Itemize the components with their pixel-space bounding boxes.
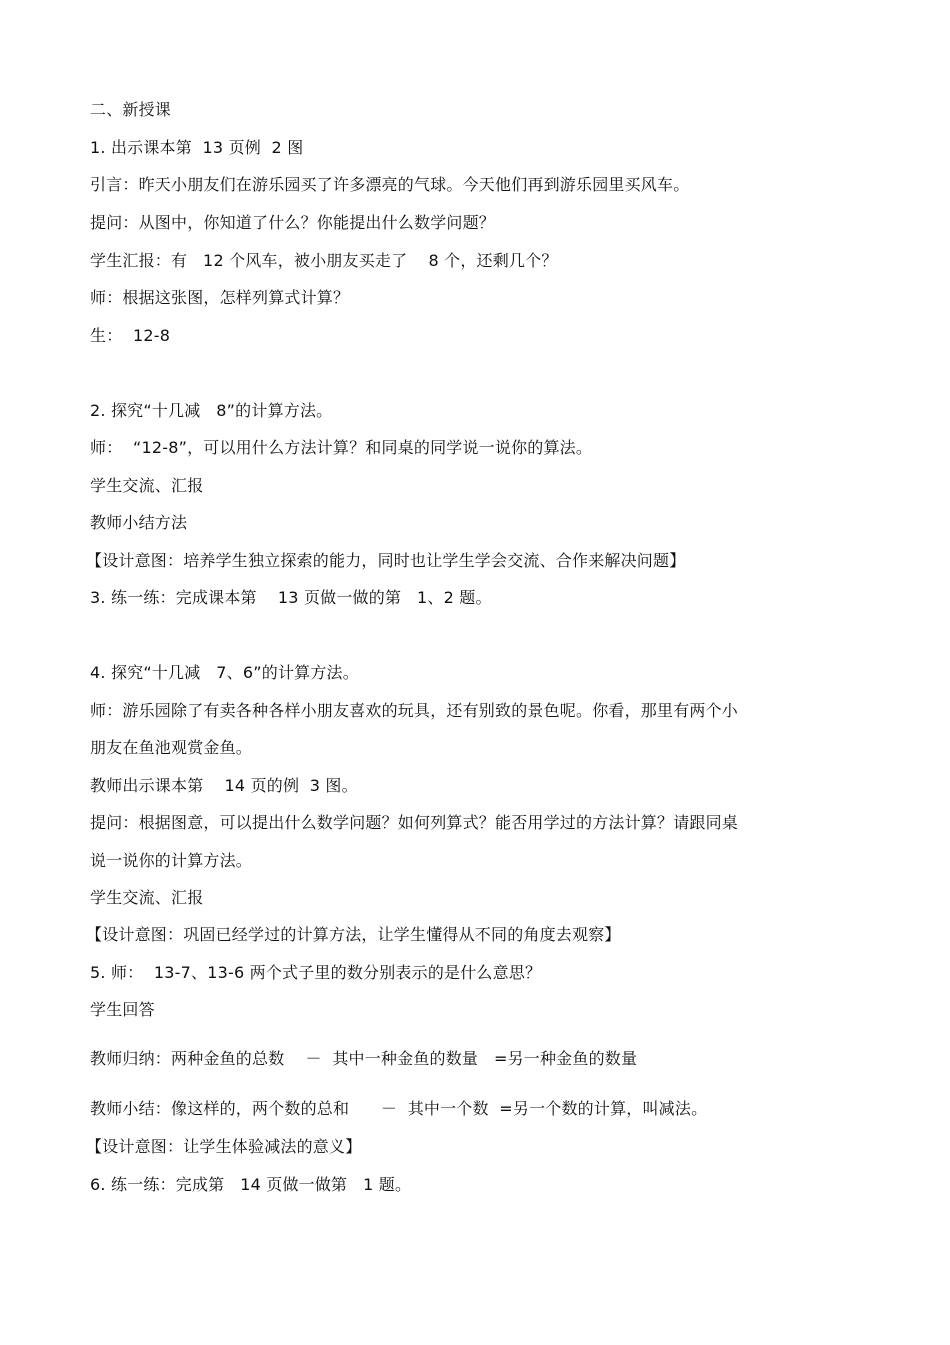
teacher-shows-example: 教师出示课本第 14 页的例 3 图。 [90,776,358,795]
student-exchange-2: 学生交流、汇报 [90,888,204,907]
step-4-title: 4. 探究“十几减 7、6”的计算方法。 [90,663,359,682]
student-answer: 生： 12-8 [90,326,171,345]
design-intent-2: 【设计意图：巩固已经学过的计算方法，让学生懂得从不同的角度去观察】 [86,925,621,944]
student-exchange: 学生交流、汇报 [90,476,204,495]
question-line-2: 说一说你的计算方法。 [90,851,253,870]
teacher-question: 师：根据这张图，怎样列算式计算？ [90,288,350,307]
design-intent-1: 【设计意图：培养学生独立探索的能力，同时也让学生学会交流、合作来解决问题】 [86,551,686,570]
student-report: 学生汇报：有 12 个风车，被小朋友买走了 8 个，还剩几个？ [90,251,558,270]
question-line-1: 提问：根据图意，可以提出什么数学问题？如何列算式？能否用学过的方法计算？请跟同桌 [90,813,739,832]
teacher-story-line-1: 师：游乐园除了有卖各种各样小朋友喜欢的玩具，还有别致的景色呢。你看，那里有两个小 [90,701,739,720]
section-heading-new-lesson: 二、新授课 [90,100,172,119]
step-1-title: 1. 出示课本第 13 页例 2 图 [90,138,304,157]
teacher-summary-subtraction: 教师小结：像这样的，两个数的总和 － 其中一个数 =另一个数的计算，叫减法。 [90,1099,708,1118]
teacher-prompt: 师： “12-8”，可以用什么方法计算？和同桌的同学说一说你的算法。 [90,438,593,457]
design-intent-3: 【设计意图：让学生体验减法的意义】 [86,1137,362,1156]
step-5-question: 5. 师： 13-7、13-6 两个式子里的数分别表示的是什么意思？ [90,963,542,982]
step-3-practice: 3. 练一练：完成课本第 13 页做一做的第 1、2 题。 [90,588,492,607]
step-6-practice: 6. 练一练：完成第 14 页做一做第 1 题。 [90,1175,412,1194]
teacher-summary-method: 教师小结方法 [90,513,188,532]
teacher-conclusion: 教师归纳：两种金鱼的总数 － 其中一种金鱼的数量 =另一种金鱼的数量 [90,1049,638,1068]
step-2-title: 2. 探究“十几减 8”的计算方法。 [90,401,333,420]
question-paragraph: 提问：从图中，你知道了什么？你能提出什么数学问题？ [90,213,496,232]
student-answer-2: 学生回答 [90,1000,155,1019]
teacher-story-line-2: 朋友在鱼池观赏金鱼。 [90,738,253,757]
intro-paragraph: 引言：昨天小朋友们在游乐园买了许多漂亮的气球。今天他们再到游乐园里买风车。 [90,175,690,194]
